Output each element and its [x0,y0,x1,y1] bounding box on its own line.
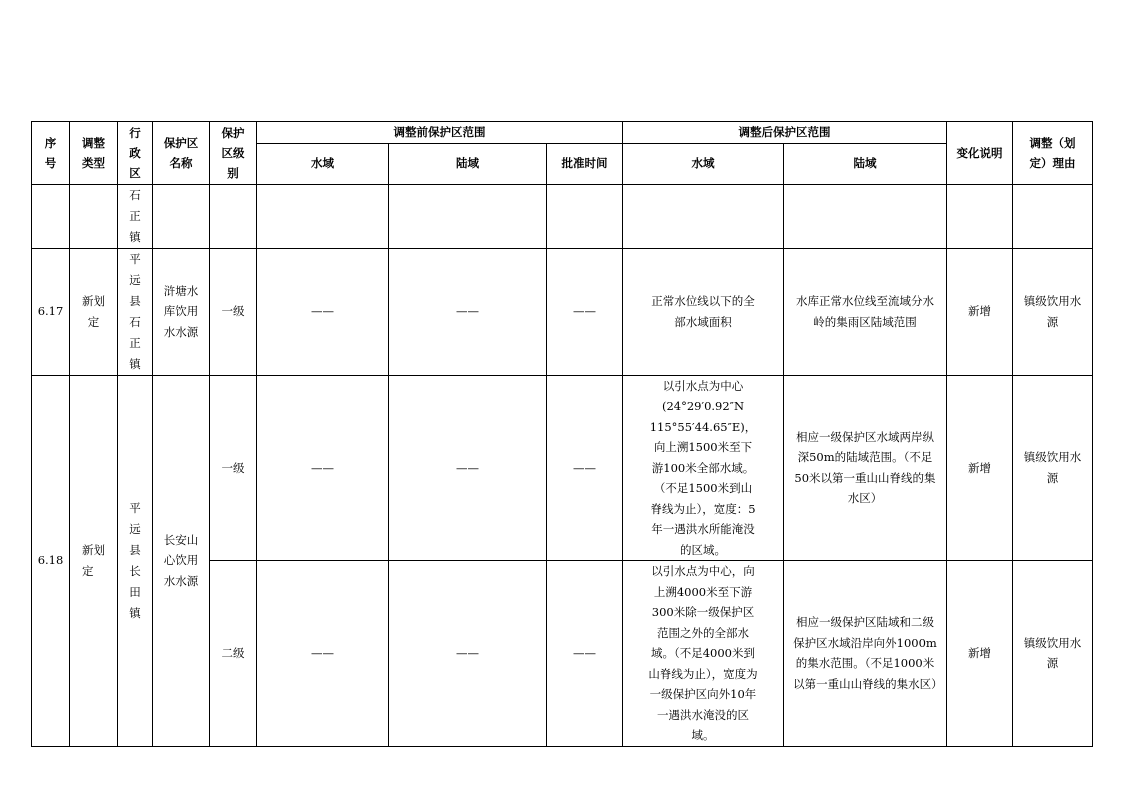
cell-area-name: 长安山心饮用水水源 [153,375,210,746]
cell-reason: 镇级饮用水源 [1013,561,1093,747]
cell-level: 一级 [210,248,257,375]
cell-level: 二级 [210,561,257,747]
header-before-land: 陆域 [389,143,547,184]
cell-change-desc: 新增 [947,561,1013,747]
header-row-1 [32,122,1093,144]
header-before-water: 水域 [257,143,389,184]
cell-area-name: 浒塘水库饮用水水源 [153,248,210,375]
header-after-land: 陆域 [784,143,947,184]
header-change-desc: 变化说明 [947,122,1013,185]
cell-after-land: 水库正常水位线至流域分水岭的集雨区陆域范围 [784,248,947,375]
cell-empty [547,184,623,248]
cell-district: 石正镇 [118,184,153,248]
cell-after-land: 相应一级保护区水域两岸纵深50m的陆域范围。（不足50米以第一重山山脊线的集水区） [784,375,947,561]
header-after-water: 水域 [623,143,784,184]
cell-before-water: —— [257,561,389,747]
cell-approve-time: —— [547,248,623,375]
header-after-range: 调整后保护区范围 [623,122,947,144]
cell-approve-time: —— [547,375,623,561]
cell-change-desc: 新增 [947,375,1013,561]
header-district: 行政区 [118,122,153,185]
cell-district: 平远县长田镇 [118,375,153,746]
cell-approve-time: —— [547,561,623,747]
cell-seq: 6.17 [32,248,70,375]
cell-seq: 6.18 [32,375,70,746]
cell-empty [947,184,1013,248]
cell-after-land: 相应一级保护区陆域和二级保护区水域沿岸向外1000m的集水范围。（不足1000米以第一重山山脊线的集水区） [784,561,947,747]
cell-empty [210,184,257,248]
header-seq: 序号 [32,122,70,185]
header-adjust-type: 调整类型 [70,122,118,185]
cell-level: 一级 [210,375,257,561]
cell-empty [623,184,784,248]
cell-empty [70,184,118,248]
table-row-617 [32,248,1093,375]
cell-empty [32,184,70,248]
header-area-name: 保护区名称 [153,122,210,185]
cell-after-water: 以引水点为中心，向上溯4000米至下游300米除一级保护区范围之外的全部水域。（不足4000米到山脊线为止），宽度为一级保护区向外10年一遇洪水淹没的区域。 [623,561,784,747]
cell-before-water: —— [257,248,389,375]
table-row-continued [32,184,1093,248]
header-approve-time: 批准时间 [547,143,623,184]
cell-empty [153,184,210,248]
cell-before-land: —— [389,561,547,747]
cell-change-desc: 新增 [947,248,1013,375]
protection-area-table [31,121,1093,747]
cell-before-land: —— [389,375,547,561]
cell-empty [1013,184,1093,248]
cell-before-land: —— [389,248,547,375]
cell-adjust-type: 新划定 [70,375,118,746]
cell-reason: 镇级饮用水源 [1013,375,1093,561]
cell-empty [784,184,947,248]
cell-before-water: —— [257,375,389,561]
cell-empty [389,184,547,248]
cell-empty [257,184,389,248]
header-level: 保护区级别 [210,122,257,185]
cell-adjust-type: 新划定 [70,248,118,375]
header-before-range: 调整前保护区范围 [257,122,623,144]
cell-reason: 镇级饮用水源 [1013,248,1093,375]
cell-after-water: 正常水位线以下的全部水域面积 [623,248,784,375]
table-row-618-level1 [32,375,1093,561]
header-reason: 调整（划定）理由 [1013,122,1093,185]
cell-after-water: 以引水点为中心(24°29′0.92″N 115°55′44.65″E)，向上溯1500米至下游100米全部水域。（不足1500米到山脊线为止），宽度：5年一遇洪水所能淹没的区域。 [623,375,784,561]
cell-district: 平远县石正镇 [118,248,153,375]
